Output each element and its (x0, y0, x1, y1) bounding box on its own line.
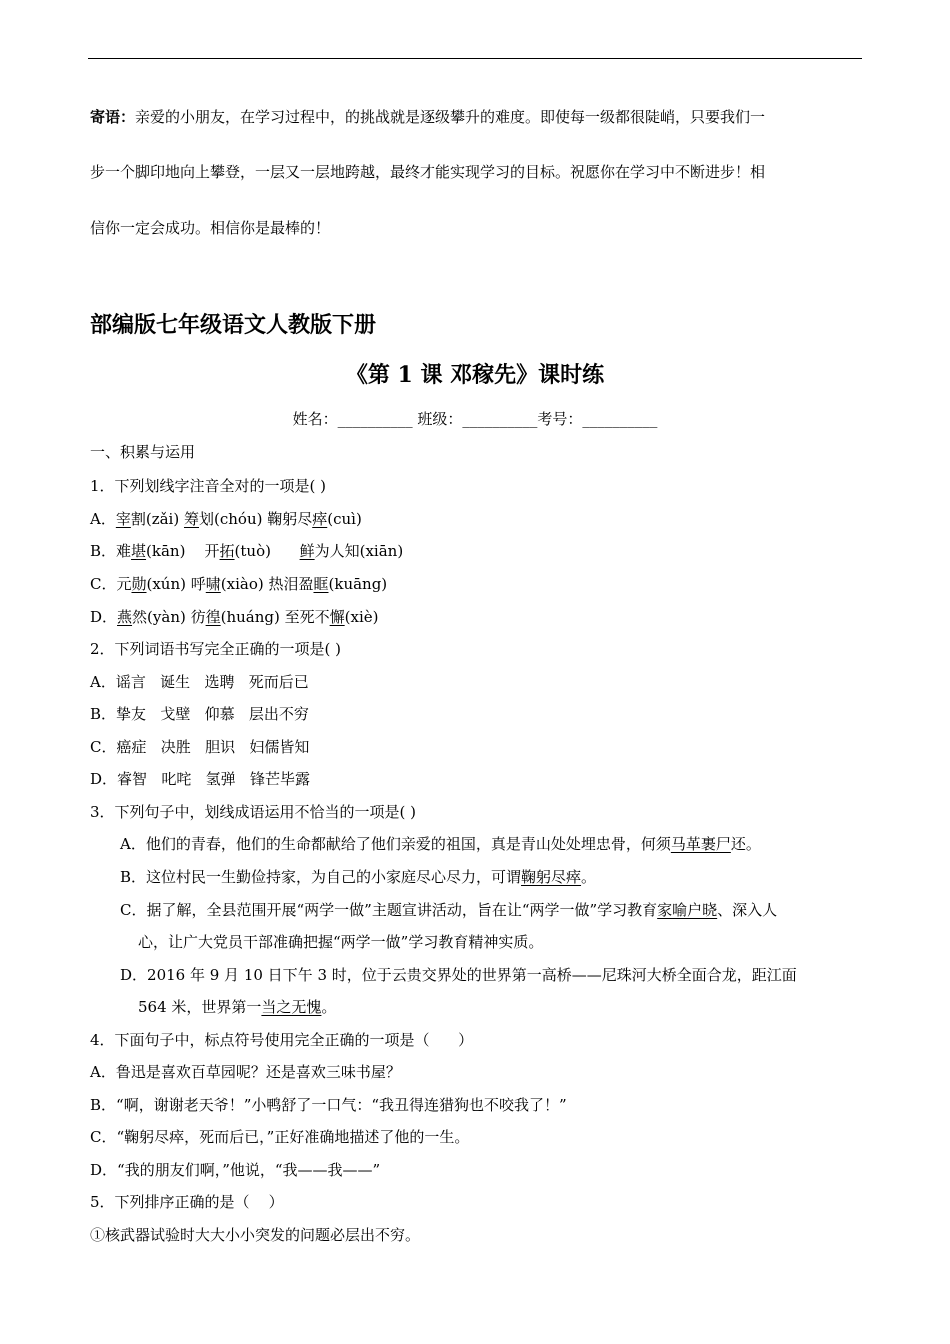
underlined-char: 筹 (183, 510, 199, 528)
option-prefix: B．难 (90, 542, 132, 560)
underlined-idiom: 鞠躬尽瘁 (521, 868, 582, 886)
q4-option-c: C．“鞠躬尽瘁，死而后已，”正好准确地描述了他的一生。 (90, 1128, 470, 1146)
q2-option-d: D．睿智 叱咤 氢弹 锋芒毕露 (90, 770, 310, 788)
q1-option-c (90, 575, 387, 593)
option-text: 为人知(xiān) (314, 542, 404, 560)
option-text: 然(yàn) 彷 (132, 608, 206, 626)
q4-stem: 4．下面句子中，标点符号使用完全正确的一项是（ ） (90, 1031, 474, 1049)
q3-option-d: D．2016 年 9 月 10 日下午 3 时，位于云贵交界处的世界第一高桥——尼珠河大桥全面合龙，距江面 (120, 966, 797, 984)
option-text: 割(zǎi) (130, 510, 184, 528)
underlined-char: 懈 (329, 608, 345, 626)
q4-option-a: A．鲁迅是喜欢百草园呢？还是喜欢三味书屋？ (90, 1063, 401, 1081)
q3-option-b (120, 868, 596, 886)
q5-item-1: ①核武器试验时大大小小突发的问题必层出不穷。 (90, 1226, 421, 1244)
option-text: 还。 (730, 835, 761, 853)
q3-option-c (120, 901, 777, 919)
q5-stem: 5．下列排序正确的是（ ） (90, 1193, 284, 1211)
option-text: 564 米，世界第一 (138, 998, 262, 1016)
underlined-char: 勋 (131, 575, 147, 593)
underlined-idiom: 家喻户晓 (657, 901, 718, 919)
q2-option-b: B．挚友 戈壁 仰慕 层出不穷 (90, 705, 309, 723)
intro-line-1 (90, 108, 765, 126)
option-text: 。 (581, 868, 597, 886)
q4-option-b: B．“啊，谢谢老天爷！”小鸭舒了一口气：“我丑得连猎狗也不咬我了！” (90, 1096, 567, 1114)
q2-option-c: C．癌症 决胜 胆识 妇儒皆知 (90, 738, 310, 756)
intro-text-1: 亲爱的小朋友，在学习过程中，的挑战就是逐级攀升的难度。即使每一级都很陡峭，只要我们一 (135, 108, 766, 126)
q1-stem: 1．下列划线字注音全对的一项是( ) (90, 477, 327, 495)
q1-option-d (90, 608, 378, 626)
q1-option-a (90, 510, 362, 528)
option-text: C．据了解，全县范围开展“两学一做”主题宣讲活动，旨在让“两学一做”学习教育 (120, 901, 658, 919)
doc-title: 部编版七年级语文人教版下册 (90, 312, 377, 338)
intro-line-2: 步一个脚印地向上攀登，一层又一层地跨越，最终才能实现学习的目标。祝愿你在学习中不断进步！相 (90, 163, 766, 181)
underlined-char: 鲜 (299, 542, 315, 560)
option-text: B．这位村民一生勤俭持家，为自己的小家庭尽心尽力，可谓 (120, 868, 522, 886)
option-text: 、深入人 (717, 901, 778, 919)
intro-line-3: 信你一定会成功。相信你是最棒的！ (90, 219, 331, 237)
option-text: (huáng) 至死不 (220, 608, 330, 626)
option-text: 。 (321, 998, 337, 1016)
underlined-char: 宰 (115, 510, 131, 528)
underlined-char: 堪 (131, 542, 147, 560)
option-text: A．他们的青春，他们的生命都献给了他们亲爱的祖国，真是青山处处埋忠骨，何须 (120, 835, 671, 853)
lesson-title: 《第 1 课 邓稼先》课时练 (345, 362, 605, 388)
q3-stem: 3．下列句子中，划线成语运用不恰当的一项是( ) (90, 803, 417, 821)
q2-stem: 2．下列词语书写完全正确的一项是( ) (90, 640, 342, 658)
underlined-char: 啸 (205, 575, 221, 593)
option-text: (xún) 呼 (146, 575, 206, 593)
q3-option-a (120, 835, 761, 853)
option-text: (tuò) (234, 542, 300, 560)
header-rule (88, 58, 862, 59)
q1-option-b (90, 542, 403, 560)
option-text: (kān) 开 (146, 542, 220, 560)
q4-option-d: D．“我的朋友们啊，”他说，“我——我——” (90, 1161, 381, 1179)
q3-option-c-cont: 心，让广大党员干部准确把握“两学一做”学习教育精神实质。 (138, 933, 544, 951)
underlined-idiom: 马革裹尸 (670, 835, 731, 853)
underlined-char: 徨 (205, 608, 221, 626)
q3-option-d-cont (138, 998, 336, 1016)
option-text: (xiào) 热泪盈 (220, 575, 314, 593)
underlined-char: 眶 (313, 575, 329, 593)
student-info: 姓名：__________ 班级：__________考号：__________ (292, 410, 658, 428)
option-text: (kuāng) (328, 575, 388, 593)
section-heading: 一、积累与运用 (90, 443, 196, 461)
q2-option-a: A．谣言 诞生 选聘 死而后已 (90, 673, 309, 691)
intro-label: 寄语： (90, 108, 136, 126)
option-text: 划(chóu) 鞠躬尽 (199, 510, 313, 528)
option-prefix: A． (90, 510, 116, 528)
underlined-char: 瘁 (312, 510, 328, 528)
option-prefix: C．元 (90, 575, 132, 593)
underlined-char: 燕 (117, 608, 133, 626)
underlined-char: 拓 (219, 542, 235, 560)
option-prefix: D． (90, 608, 118, 626)
option-text: (xiè) (344, 608, 379, 626)
underlined-idiom: 当之无愧 (261, 998, 322, 1016)
option-text: (cuì) (327, 510, 362, 528)
